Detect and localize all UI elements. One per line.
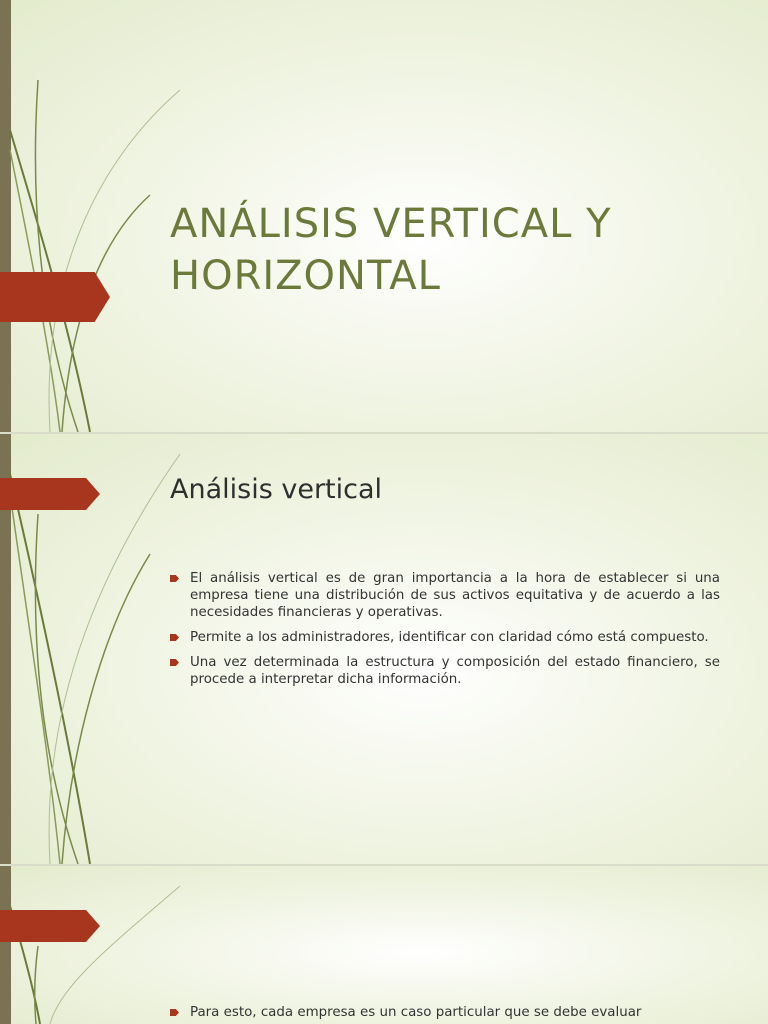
title-line-2: HORIZONTAL xyxy=(170,253,441,299)
title-line-1: ANÁLISIS VERTICAL Y xyxy=(170,201,612,247)
bullet-list xyxy=(170,570,720,696)
list-item xyxy=(170,654,720,688)
section-heading: Análisis vertical xyxy=(170,474,383,505)
slide-2 xyxy=(0,434,768,864)
arrow-bullet-icon xyxy=(170,659,179,666)
bullet-list xyxy=(170,1004,720,1024)
list-item xyxy=(170,570,720,621)
slide-1 xyxy=(0,0,768,432)
list-item xyxy=(170,629,720,646)
accent-arrow xyxy=(0,478,100,510)
accent-arrow xyxy=(0,910,100,942)
bullet-text: El análisis vertical es de gran importancia a la hora de establecer si una empresa tiene una distribución de sus activos equitativa y de acuerdo a las necesidades financieras y operativas. xyxy=(190,571,720,620)
slide-3 xyxy=(0,866,768,1024)
accent-arrow xyxy=(0,272,110,322)
bullet-text: Para esto, cada empresa es un caso particular que se debe evaluar xyxy=(190,1005,642,1020)
arrow-bullet-icon xyxy=(170,634,179,641)
bullet-text: Permite a los administradores, identificar con claridad cómo está compuesto. xyxy=(190,630,709,645)
slide-title xyxy=(170,198,730,302)
swoosh-decoration xyxy=(0,866,200,1024)
list-item xyxy=(170,1004,720,1021)
arrow-bullet-icon xyxy=(170,1009,179,1016)
arrow-bullet-icon xyxy=(170,575,179,582)
bullet-text: Una vez determinada la estructura y composición del estado financiero, se procede a interpretar dicha información. xyxy=(190,655,720,687)
